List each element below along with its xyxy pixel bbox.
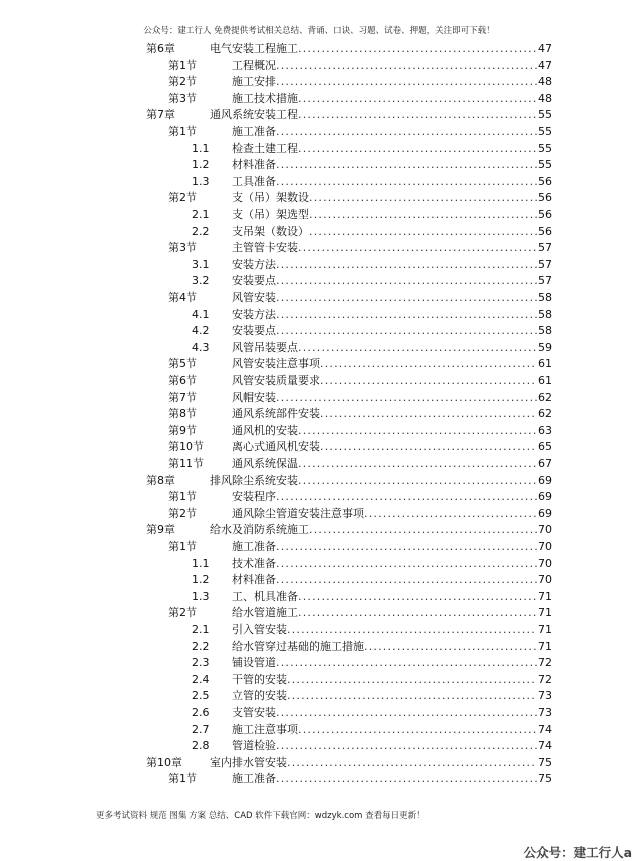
- toc-entry-page: 56: [538, 191, 552, 205]
- toc-entry-page: 48: [538, 75, 552, 89]
- dot-leader: [287, 755, 537, 772]
- toc-entry-title: 施工安排: [232, 75, 276, 89]
- dot-leader: [276, 273, 537, 290]
- toc-entry-number: 第9章: [146, 523, 175, 537]
- dot-leader: [276, 323, 537, 340]
- toc-entry-number: 2.5: [192, 689, 210, 703]
- toc-entry-page: 75: [538, 772, 552, 786]
- dot-leader: [276, 655, 537, 672]
- toc-entry-page: 58: [538, 291, 552, 304]
- toc-entry-title: 施工准备: [232, 772, 276, 786]
- toc-entry-number: 第11节: [168, 457, 204, 470]
- toc-entry-page: 70: [538, 523, 552, 537]
- toc-entry-page: 71: [538, 639, 552, 653]
- toc-entry-title: 引入管安装: [232, 623, 287, 636]
- toc-entry-page: 71: [538, 623, 552, 636]
- toc-entry-number: 第3节: [168, 91, 197, 105]
- dot-leader: [276, 539, 537, 556]
- dot-leader: [309, 207, 537, 224]
- toc-entry-number: 第2节: [168, 606, 197, 620]
- toc-entry-title: 材料准备: [232, 158, 276, 172]
- toc-entry-title: 支（吊）架选型: [232, 208, 309, 221]
- toc-entry[interactable]: [168, 439, 552, 456]
- toc-entry-page: 72: [538, 656, 552, 670]
- toc-entry-page: 57: [538, 274, 552, 288]
- toc-entry-title: 技术准备: [232, 556, 276, 570]
- toc-entry-number: 第7章: [146, 108, 175, 122]
- toc-entry-title: 检查土建工程: [232, 141, 298, 155]
- toc-entry-page: 69: [538, 490, 552, 504]
- toc-entry[interactable]: [192, 688, 552, 705]
- dot-leader: [298, 456, 537, 473]
- toc-entry[interactable]: [168, 373, 552, 390]
- toc-entry[interactable]: [192, 738, 552, 755]
- toc-entry-title: 施工准备: [232, 125, 276, 138]
- toc-entry-number: 第1节: [168, 540, 197, 553]
- toc-entry-title: 给水及消防系统施工: [210, 523, 309, 537]
- dot-leader: [364, 639, 537, 656]
- toc-entry[interactable]: [192, 323, 552, 340]
- toc-entry-page: 71: [538, 589, 552, 603]
- toc-entry[interactable]: [192, 141, 552, 158]
- toc-entry-title: 支（吊）架数设: [232, 191, 309, 205]
- toc-entry[interactable]: [192, 622, 552, 639]
- dot-leader: [276, 58, 537, 75]
- toc-entry-title: 安装要点: [232, 274, 276, 288]
- toc-entry-title: 材料准备: [232, 573, 276, 587]
- dot-leader: [298, 91, 537, 108]
- toc-entry-page: 62: [538, 407, 552, 421]
- toc-entry[interactable]: [192, 722, 552, 739]
- toc-entry[interactable]: [168, 489, 552, 506]
- toc-entry-page: 65: [538, 440, 552, 454]
- toc-entry-number: 第6节: [168, 374, 197, 387]
- toc-entry[interactable]: [168, 240, 552, 257]
- toc-entry-page: 61: [538, 374, 552, 387]
- toc-entry[interactable]: [168, 290, 552, 307]
- toc-entry-number: 2.2: [192, 639, 210, 653]
- toc-entry-page: 57: [538, 257, 552, 271]
- toc-entry-number: 第8节: [168, 407, 197, 421]
- toc-entry-title: 离心式通风机安装: [232, 440, 320, 454]
- dot-leader: [309, 522, 537, 539]
- toc-entry-page: 75: [538, 755, 552, 769]
- toc-entry[interactable]: [192, 157, 552, 174]
- toc-entry-title: 安装要点: [232, 324, 276, 338]
- toc-entry-title: 支吊架（数设）: [232, 224, 309, 238]
- toc-entry[interactable]: [168, 406, 552, 423]
- toc-entry-page: 56: [538, 224, 552, 238]
- dot-leader: [276, 556, 537, 573]
- toc-entry-page: 74: [538, 722, 552, 736]
- toc-entry-number: 第4节: [168, 291, 197, 304]
- toc-entry-title: 施工技术措施: [232, 91, 298, 105]
- dot-leader: [276, 157, 537, 174]
- dot-leader: [287, 672, 537, 689]
- toc-entry[interactable]: [192, 340, 552, 357]
- toc-entry-number: 1.2: [192, 158, 210, 172]
- toc-entry-number: 4.2: [192, 324, 210, 338]
- toc-entry-number: 第10节: [168, 440, 204, 454]
- toc-entry-number: 第1节: [168, 772, 197, 786]
- toc-entry-page: 58: [538, 324, 552, 338]
- toc-entry-page: 61: [538, 357, 552, 371]
- dot-leader: [276, 74, 537, 91]
- toc-entry-title: 排风除尘系统安装: [210, 473, 298, 487]
- toc-entry-number: 2.4: [192, 672, 210, 686]
- toc-entry-page: 56: [538, 174, 552, 188]
- toc-entry-number: 4.1: [192, 307, 210, 321]
- toc-entry-number: 2.1: [192, 623, 210, 636]
- toc-entry[interactable]: [192, 556, 552, 573]
- dot-leader: [298, 473, 537, 490]
- toc-entry-title: 风管安装质量要求: [232, 374, 320, 387]
- dot-leader: [364, 506, 537, 523]
- toc-entry[interactable]: [168, 74, 552, 91]
- toc-entry-page: 69: [538, 473, 552, 487]
- toc-entry[interactable]: [192, 207, 552, 224]
- toc-entry[interactable]: [168, 190, 552, 207]
- toc-entry-page: 69: [538, 506, 552, 520]
- toc-entry-number: 第10章: [146, 755, 182, 769]
- toc-entry-number: 1.1: [192, 556, 210, 570]
- toc-entry-title: 给水管穿过基础的施工措施: [232, 639, 364, 653]
- toc-entry-number: 第8章: [146, 473, 175, 487]
- page-footer: 更多考试资料 规范 图集 方案 总结、CAD 软件下载官网：wdzyk.com 查看每日更新！: [96, 811, 425, 821]
- toc-entry-page: 47: [538, 42, 552, 55]
- toc-entry[interactable]: [192, 655, 552, 672]
- toc-entry-title: 施工注意事项: [232, 722, 298, 736]
- toc-entry-number: 1.3: [192, 589, 210, 603]
- toc-entry[interactable]: [192, 224, 552, 241]
- dot-leader: [320, 439, 537, 456]
- page-header-banner: 公众号：建工行人 免费提供考试相关总结、背诵、口诀、习题、试卷、押题，关注即可下载！: [143, 26, 495, 36]
- dot-leader: [276, 572, 537, 589]
- toc-entry[interactable]: [192, 589, 552, 606]
- toc-entry[interactable]: [192, 273, 552, 290]
- toc-entry[interactable]: [168, 124, 552, 141]
- toc-entry-page: 70: [538, 540, 552, 553]
- toc-entry-title: 立管的安装: [232, 689, 287, 703]
- toc-entry-page: 63: [538, 423, 552, 437]
- toc-entry-title: 通风机的安装: [232, 423, 298, 437]
- dot-leader: [298, 423, 537, 440]
- toc-entry-number: 第6章: [146, 42, 175, 55]
- toc-entry-title: 工、机具准备: [232, 589, 298, 603]
- toc-entry[interactable]: [192, 672, 552, 689]
- dot-leader: [276, 738, 537, 755]
- toc-entry-title: 通风系统安装工程: [210, 108, 298, 122]
- toc-entry-number: 1.1: [192, 141, 210, 155]
- toc-entry-number: 4.3: [192, 340, 210, 354]
- toc-entry-title: 安装程序: [232, 490, 276, 504]
- toc-entry[interactable]: [168, 605, 552, 622]
- toc-entry-title: 干管的安装: [232, 672, 287, 686]
- toc-entry-title: 风帽安装: [232, 390, 276, 404]
- toc-entry-page: 55: [538, 108, 552, 122]
- toc-entry-page: 74: [538, 739, 552, 753]
- dot-leader: [320, 406, 537, 423]
- toc-entry-number: 第1节: [168, 125, 197, 138]
- toc-entry-page: 58: [538, 307, 552, 321]
- toc-entry-number: 2.8: [192, 739, 210, 753]
- toc-entry-number: 第2节: [168, 191, 197, 205]
- toc-entry[interactable]: [168, 456, 552, 473]
- toc-entry-title: 通风除尘管道安装注意事项: [232, 506, 364, 520]
- toc-entry[interactable]: [168, 423, 552, 440]
- toc-entry-number: 第1节: [168, 490, 197, 504]
- toc-entry-number: 2.7: [192, 722, 210, 736]
- dot-leader: [287, 622, 537, 639]
- dot-leader: [276, 174, 537, 191]
- dot-leader: [276, 307, 537, 324]
- toc-entry[interactable]: [192, 572, 552, 589]
- toc-entry-title: 安装方法: [232, 257, 276, 271]
- toc-entry-title: 管道检验: [232, 739, 276, 753]
- toc-entry-title: 风管吊装要点: [232, 340, 298, 354]
- toc-entry[interactable]: [192, 307, 552, 324]
- toc-entry-number: 3.1: [192, 257, 210, 271]
- toc-entry[interactable]: [168, 771, 552, 788]
- toc-entry[interactable]: [146, 755, 552, 772]
- toc-entry-title: 施工准备: [232, 540, 276, 553]
- dot-leader: [298, 41, 537, 58]
- toc-entry[interactable]: [192, 639, 552, 656]
- toc-entry-title: 室内排水管安装: [210, 755, 287, 769]
- toc-entry-title: 主管管卡安装: [232, 241, 298, 255]
- toc-entry-number: 第9节: [168, 423, 197, 437]
- dot-leader: [276, 489, 537, 506]
- toc-entry[interactable]: [192, 257, 552, 274]
- toc-entry[interactable]: [168, 390, 552, 407]
- toc-entry-title: 工具准备: [232, 174, 276, 188]
- toc-entry-title: 风管安装注意事项: [232, 357, 320, 371]
- toc-entry[interactable]: [192, 705, 552, 722]
- toc-entry-number: 第1节: [168, 58, 197, 72]
- dot-leader: [309, 224, 537, 241]
- toc-entry-title: 给水管道施工: [232, 606, 298, 620]
- toc-entry-page: 59: [538, 340, 552, 354]
- dot-leader: [298, 240, 537, 257]
- toc-entry-page: 70: [538, 573, 552, 587]
- toc-entry-title: 工程概况: [232, 58, 276, 72]
- toc-entry-page: 62: [538, 390, 552, 404]
- dot-leader: [276, 290, 537, 307]
- dot-leader: [320, 373, 537, 390]
- toc-entry-page: 56: [538, 208, 552, 221]
- dot-leader: [276, 257, 537, 274]
- toc-entry-title: 支管安装: [232, 706, 276, 719]
- watermark: 公众号：建工行人a: [523, 845, 632, 860]
- toc-entry-title: 安装方法: [232, 307, 276, 321]
- toc-entry-number: 1.2: [192, 573, 210, 587]
- dot-leader: [309, 190, 537, 207]
- toc-entry-title: 通风系统保温: [232, 457, 298, 470]
- toc-entry-number: 第5节: [168, 357, 197, 371]
- toc-entry[interactable]: [146, 41, 552, 58]
- dot-leader: [298, 340, 537, 357]
- toc-entry[interactable]: [168, 356, 552, 373]
- toc-entry-page: 55: [538, 125, 552, 138]
- toc-entry-page: 72: [538, 672, 552, 686]
- dot-leader: [298, 605, 537, 622]
- dot-leader: [276, 390, 537, 407]
- toc-entry-page: 57: [538, 241, 552, 255]
- toc-entry-number: 第2节: [168, 506, 197, 520]
- toc-entry-number: 第7节: [168, 390, 197, 404]
- toc-entry-title: 电气安装工程施工: [210, 42, 298, 55]
- toc-entry-number: 3.2: [192, 274, 210, 288]
- toc-entry-number: 2.3: [192, 656, 210, 670]
- dot-leader: [298, 589, 537, 606]
- toc-entry[interactable]: [168, 91, 552, 108]
- toc-entry-page: 71: [538, 606, 552, 620]
- toc-entry-page: 73: [538, 706, 552, 719]
- toc-entry-number: 第3节: [168, 241, 197, 255]
- dot-leader: [320, 356, 537, 373]
- toc-entry-page: 47: [538, 58, 552, 72]
- toc-entry-number: 2.6: [192, 706, 210, 719]
- toc-entry-page: 48: [538, 91, 552, 105]
- toc-entry-page: 67: [538, 457, 552, 470]
- toc-entry-number: 2.2: [192, 224, 210, 238]
- dot-leader: [287, 688, 537, 705]
- toc-entry[interactable]: [146, 107, 552, 124]
- toc-entry-title: 风管安装: [232, 291, 276, 304]
- toc-entry-title: 铺设管道: [232, 656, 276, 670]
- dot-leader: [276, 705, 537, 722]
- toc-entry[interactable]: [192, 174, 552, 191]
- toc-entry-number: 2.1: [192, 208, 210, 221]
- toc-entry-page: 55: [538, 158, 552, 172]
- toc-entry-page: 55: [538, 141, 552, 155]
- toc-entry[interactable]: [168, 539, 552, 556]
- toc-entry[interactable]: [146, 522, 552, 539]
- dot-leader: [276, 124, 537, 141]
- toc-entry-number: 第2节: [168, 75, 197, 89]
- toc-entry-page: 70: [538, 556, 552, 570]
- toc-entry-title: 通风系统部件安装: [232, 407, 320, 421]
- toc-entry[interactable]: [168, 506, 552, 523]
- toc-entry[interactable]: [146, 473, 552, 490]
- dot-leader: [298, 722, 537, 739]
- toc-entry[interactable]: [168, 58, 552, 75]
- dot-leader: [298, 141, 537, 158]
- dot-leader: [276, 771, 537, 788]
- toc-entry-page: 73: [538, 689, 552, 703]
- dot-leader: [298, 107, 537, 124]
- toc-entry-number: 1.3: [192, 174, 210, 188]
